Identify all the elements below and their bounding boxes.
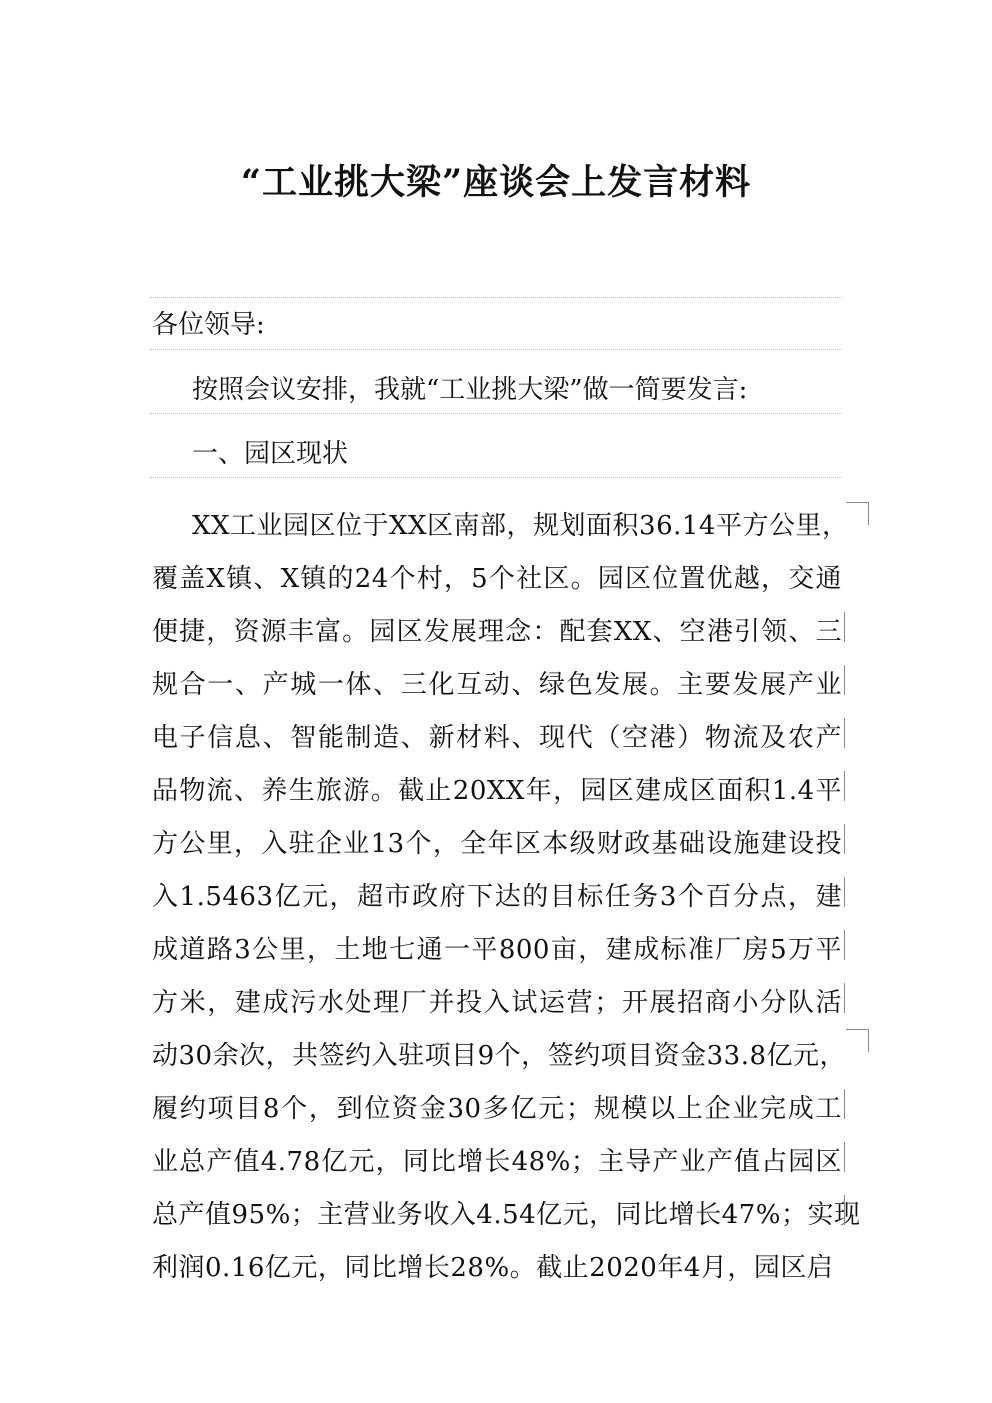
body-line: XX工业园区位于XX区南部，规划面积36.14平方公里，: [192, 511, 849, 541]
text-boundary-edge-mark: [844, 824, 845, 854]
document-title: “工业挑大梁”座谈会上发言材料: [240, 162, 752, 203]
body-paragraph: [152, 500, 861, 1295]
body-line: 总产值95%；主营业务收入4.54亿元，同比增长47%；实现: [152, 1200, 861, 1230]
body-line: 利润0.16亿元，同比增长28%。截止2020年4月，园区启: [152, 1253, 834, 1283]
body-line: 方米，建成污水处理厂并投入试运营；开展招商小分队活: [152, 988, 842, 1018]
text-boundary-edge-mark: [844, 1142, 845, 1172]
divider: [150, 297, 842, 298]
body-line: 动30余次，共签约入驻项目9个，签约项目资金33.8亿元，: [152, 1041, 847, 1071]
intro-paragraph: 按照会议安排，我就“工业挑大梁”做一简要发言:: [192, 375, 748, 405]
body-line: 规合一、产城一体、三化互动、绿色发展。主要发展产业: [152, 670, 842, 700]
text-boundary-corner-mark: [846, 502, 869, 525]
body-line: 覆盖X镇、X镇的24个村，5个社区。园区位置优越，交通: [152, 564, 842, 594]
text-boundary-edge-mark: [844, 1089, 845, 1119]
body-line: 便捷，资源丰富。园区发展理念：配套XX、空港引领、三: [152, 617, 842, 647]
section-heading: 一、园区现状: [192, 439, 349, 469]
salutation: 各位领导:: [152, 310, 265, 340]
divider: [150, 413, 842, 414]
body-line: 电子信息、智能制造、新材料、现代（空港）物流及农产: [152, 723, 842, 753]
body-line: 品物流、养生旅游。截止20XX年，园区建成区面积1.4平: [152, 776, 842, 806]
text-boundary-edge-mark: [844, 612, 845, 642]
text-boundary-edge-mark: [844, 718, 845, 748]
text-boundary-edge-mark: [844, 665, 845, 695]
body-line: 方公里，入驻企业13个，全年区本级财政基础设施建设投: [152, 829, 842, 859]
divider: [150, 349, 842, 350]
text-boundary-edge-mark: [844, 877, 845, 907]
text-boundary-corner-mark: [846, 1029, 869, 1052]
divider: [150, 477, 842, 478]
body-line: 成道路3公里，土地七通一平800亩，建成标准厂房5万平: [152, 935, 842, 965]
body-line: 业总产值4.78亿元，同比增长48%；主导产业产值占园区: [152, 1147, 842, 1177]
text-boundary-edge-mark: [844, 930, 845, 960]
body-line: 入1.5463亿元，超市政府下达的目标任务3个百分点，建: [152, 882, 842, 912]
text-boundary-edge-mark: [844, 771, 845, 801]
body-line: 履约项目8个，到位资金30多亿元；规模以上企业完成工: [152, 1094, 842, 1124]
text-boundary-edge-mark: [844, 1195, 845, 1225]
text-boundary-edge-mark: [844, 983, 845, 1013]
